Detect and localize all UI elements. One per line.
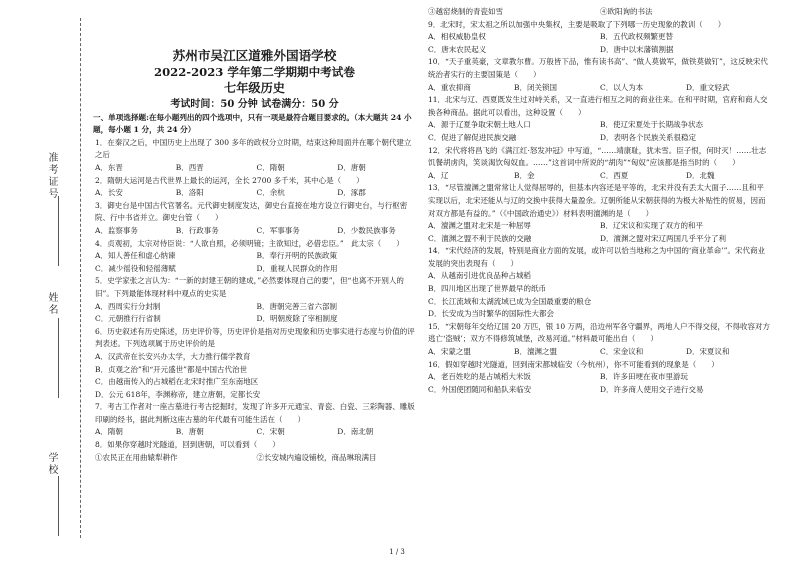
question-item	[93, 175, 416, 200]
answer-option: C．长江流域和太湖流域已成为全国最重要的粮仓	[428, 296, 592, 306]
question-item	[93, 238, 416, 276]
question-list-left	[93, 137, 416, 464]
option-group	[426, 31, 770, 56]
question-item	[426, 145, 770, 183]
answer-option: D．长安成为当时繁华的国际性大都会	[428, 309, 555, 319]
answer-option: B．奉行开明的民族政策	[256, 251, 338, 261]
answer-option: A．老百姓吃的是占城稻大米饭	[428, 372, 531, 382]
page-number: 1 / 3	[389, 548, 405, 556]
answer-option: A．监察事务	[95, 225, 138, 235]
option-group	[426, 119, 770, 144]
answer-option: A．宋蒙之盟	[428, 347, 471, 357]
answer-option: D．少数民族事务	[337, 225, 396, 235]
question-stem: 14．“宋代经济的发展，特别是商业方面的发展，或许可以恰当地称之为中国的‘商业革命’”。宋代商业发展的突出表现有（ ）	[428, 246, 765, 268]
answer-option: D．表明各个民族关系很稳定	[600, 132, 697, 142]
binding-dashed-line	[80, 18, 81, 538]
answer-option: C．减少徭役和轻徭薄赋	[95, 263, 176, 273]
question-item	[426, 6, 770, 19]
option-group	[93, 351, 416, 401]
answer-option: C．西夏	[600, 170, 629, 180]
answer-option: B．澶渊之盟	[514, 347, 558, 357]
question-item	[426, 321, 770, 359]
answer-option: D．涿郡	[337, 188, 366, 198]
answer-option: D．唐朝	[337, 163, 366, 172]
answer-option: D．明朝废除了宰相制度	[256, 314, 338, 324]
option-group	[93, 162, 416, 175]
option-group	[426, 82, 770, 95]
answer-option: C．唐末农民起义	[428, 44, 487, 54]
option-group	[426, 170, 770, 183]
answer-option: A．东晋	[95, 163, 123, 172]
answer-option: B．使辽宋夏处于长期战争状态	[600, 120, 704, 130]
answer-option: A．隋朝	[95, 427, 123, 437]
answer-option: B．行政事务	[175, 225, 219, 235]
question-item	[426, 245, 770, 321]
answer-option: ④欧阳询的书法	[600, 7, 653, 16]
option-group	[93, 250, 416, 275]
option-group	[93, 426, 416, 439]
question-stem: 4．贞观初，太宗对侍臣说：“人欲自照，必须明镜；主欲知过，必借忠臣。” 此太宗（ ）	[95, 238, 404, 248]
answer-option: A．长安	[95, 188, 123, 198]
option-group	[93, 225, 416, 238]
question-stem: 11．北宋与辽、西夏既发生过对峙关系，又一直进行相互之间的商业往来。在和平时期，官府和商人交换各种商品。据此可以看出，这种设置（ ）	[428, 95, 768, 117]
answer-option: D．重文轻武	[686, 82, 730, 92]
answer-option: D．澶渊之盟对宋辽两国几乎平分了利	[600, 233, 727, 243]
question-item	[426, 359, 770, 397]
answer-option: B．辽宋议和实现了双方的和平	[600, 221, 704, 231]
answer-option: B．唐朝	[175, 427, 204, 437]
answer-option: D．北魏	[686, 170, 715, 180]
answer-option: C．澶渊之盟不利于民族的交融	[428, 233, 532, 243]
question-stem: 15．“宋朝每年交给辽国 20 万匹，银 10 万两，沿边州军各守疆界，两地人户不得交侵，不得收容对方逃亡‘盗贼’；双方不得修筑城堡，改易河道。”材料最可能出自（ ）	[428, 321, 770, 344]
option-group	[93, 187, 416, 200]
question-stem: 5．史学家张之言认为：“一新的封建王朝的建成，”必然要体现自己的要”，但“也离不开别人的旧”。下列最能体现材料中观点的史实是	[95, 276, 404, 298]
right-column	[426, 0, 770, 396]
answer-option: C．外国使团随同和船队来临安	[428, 384, 532, 394]
question-item	[93, 439, 416, 464]
answer-option: B．闭关锁国	[514, 82, 558, 92]
answer-option: A．西周实行分封制	[95, 301, 161, 311]
question-stem: 8．如果你穿越时光隧道，回到唐朝，可以看到（ ）	[95, 440, 280, 450]
exam-id-fill-line	[58, 196, 59, 266]
answer-option: D．宋夏议和	[686, 347, 730, 357]
answer-option: A．辽	[428, 170, 449, 180]
answer-option: D．重视人民群众的作用	[256, 263, 338, 273]
option-group	[93, 452, 416, 465]
exam-info: 考试时间：50 分钟 试卷满分：50 分	[170, 99, 339, 110]
answer-option: C．隋朝	[256, 163, 285, 172]
answer-option: C．军事事务	[256, 225, 300, 235]
answer-option: A．源于辽夏争取宋朝土地人口	[428, 120, 531, 130]
answer-option: C．元朝推行行省制	[95, 314, 161, 324]
question-stem: 6．历史叙述有历史陈述，历史评价等，历史评价是指对历史现象和历史事实进行态度与价值的评判表述。下列选项属于历史评价的是	[95, 326, 415, 349]
question-stem: ③越窑烧制的青瓷如雪	[428, 7, 503, 16]
exam-id-label: 准考证号	[46, 152, 57, 200]
answer-option: C．以人为本	[600, 82, 644, 92]
answer-option: B．四川地区出现了世界最早的纸币	[428, 284, 547, 294]
section-heading: 一、单项选择题:在每小题列出的四个选项中，只有一项是最符合题目要求的。（本大题共 24 小题，每小题 1 分，共 24 分）	[93, 113, 412, 135]
answer-option: C．余杭	[256, 188, 285, 198]
answer-option: D．许多商人使用交子进行交易	[600, 384, 704, 394]
term-title: 2022-2023 学年第二学期期中考试卷	[154, 65, 355, 79]
option-group	[426, 220, 770, 245]
question-item	[93, 137, 416, 175]
answer-option: A．澶渊之盟对北宋是一种屈辱	[428, 221, 531, 231]
option-group	[426, 270, 770, 320]
name-label: 姓名	[46, 292, 57, 316]
question-item	[93, 401, 416, 439]
option-group	[426, 371, 770, 396]
answer-option: A．汉武帝在长安兴办太学，大力推行儒学教育	[95, 351, 251, 361]
option-group	[93, 301, 416, 326]
school-fill-line	[58, 476, 59, 536]
answer-option: ①农民正在用曲辕犁耕作	[95, 452, 178, 462]
answer-option: A．重农抑商	[428, 82, 471, 92]
answer-option: D．公元 618年，李渊称帝，建立唐朝，定都长安	[95, 389, 261, 399]
answer-option: B．贞观之治”和“开元盛世”都是中国古代治世	[95, 364, 248, 374]
question-item	[93, 326, 416, 402]
answer-option: B．许多田埂在夜市里游玩	[600, 372, 689, 382]
answer-option: B．金	[514, 170, 535, 180]
answer-option: C．宋朝	[256, 427, 285, 437]
answer-option: B．唐朝完善三省六部制	[256, 301, 338, 311]
option-group	[426, 346, 770, 359]
answer-option: A．知人善任和虚心纳谏	[95, 251, 176, 261]
question-item	[426, 19, 770, 57]
question-item	[93, 200, 416, 238]
question-stem: 9．北宋时，宋太祖之所以加强中央集权，主要是吸取了下列哪一历史现象的教训（ ）	[428, 19, 726, 29]
left-column	[93, 0, 416, 464]
answer-option: D．南北朝	[337, 427, 374, 437]
answer-option: C．促进了解促进民族交融	[428, 132, 517, 142]
school-title: 苏州市吴江区道雅外国语学校	[172, 48, 337, 63]
school-label: 学校	[46, 452, 57, 476]
answer-option: A．从越南引进优良品种占城稻	[428, 271, 531, 281]
question-stem: 2．隋朝大运河是古代世界上最长的运河，全长 2700 多千米，其中心是（ ）	[95, 175, 364, 185]
question-item	[426, 182, 770, 245]
question-stem: 1．在秦汉之后，中国历史上出现了 300 多年的政权分立时期，结束这种局面并在哪个朝代建立之后	[95, 137, 412, 160]
question-stem: 16．假如穿越时光隧道，回到南宋都城临安（今杭州），你不可能看到的现象是（ ）	[428, 359, 719, 369]
answer-option: C．宋金议和	[600, 347, 644, 357]
answer-option: A．相权威胁皇权	[428, 32, 486, 42]
binding-margin	[0, 0, 92, 562]
answer-option: B．西晋	[175, 163, 204, 172]
subject-title: 七年级历史	[224, 81, 285, 95]
question-stem: 10．“天子重英豪，文章教尔曹。万般皆下品，惟有读书高”、“做人莫做军，做铁莫做钉”，这反映宋代统治者实行的主要国策是（ ）	[428, 57, 768, 79]
question-stem: 7．考古工作者对一座古墓进行考古挖掘时，发现了许多开元通宝、青瓷、白瓷、三彩陶器、雕版印刷的经书，据此判断这座古墓的年代最有可能生活在（ ）	[95, 402, 415, 424]
name-fill-line	[58, 318, 59, 398]
question-item	[93, 275, 416, 325]
answer-option: D．唐中以末藩镇割据	[600, 44, 674, 54]
question-item	[426, 56, 770, 94]
question-item	[426, 94, 770, 144]
question-list-right	[426, 6, 770, 396]
answer-option: B．五代政权频繁更替	[600, 32, 674, 42]
answer-option: B．洛阳	[175, 188, 204, 198]
question-stem: 3．御史台是中国古代官署名。元代御史制度发达，御史台直接在地方设立行御史台，与行枢密院、行中书省并立。御史台管（ ）	[95, 200, 408, 223]
answer-option: C．由越南传入的占城稻在北宋时推广至东南地区	[95, 377, 259, 387]
question-stem: 13．“尽管澶渊之盟常常让人觉得屈辱的，但基本内容还是平等的，北宋并没有丢太大面子……且和平实现以后，北宋还能从与辽的交换中获得大量盈余。辽朝所能从宋朝获得的为极大补贴性的贸易，因而对双方都是有益的。”（《中国政治通史》）材料表明澶渊的是（ ）	[428, 183, 766, 218]
question-stem: 12．宋代将将昌飞的《满江红·怒发冲冠》中写道，“……靖康耻，犹未雪。臣子恨，何时灭！……壮志饥餐胡虏肉，笑谈渴饮匈奴血。……”这首词中所说的“胡肉”“匈奴”应该都是指当时的（ ）	[428, 145, 767, 168]
answer-option: ②长安城内遍设铺校，商品琳琅满目	[256, 452, 377, 462]
